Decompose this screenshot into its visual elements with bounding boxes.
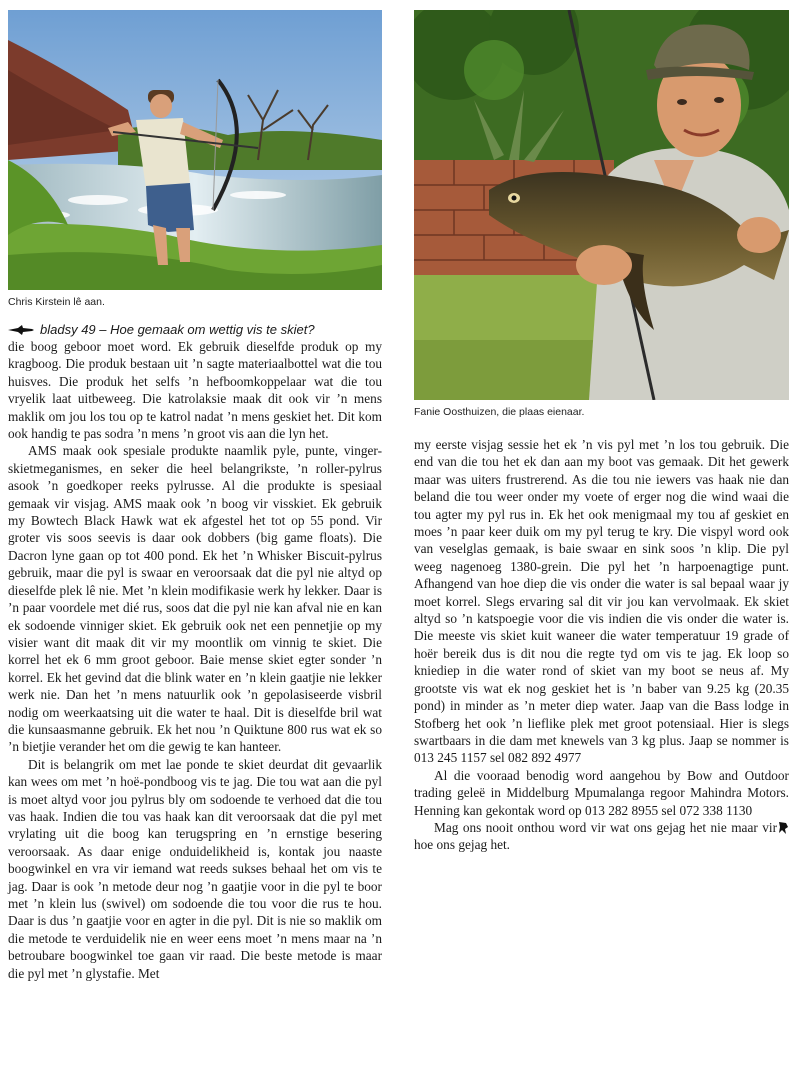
archer-photo — [8, 10, 382, 290]
end-mark-icon — [777, 821, 789, 835]
closing-text: Mag ons nooit onthou word vir wat ons gejag het nie maar vir hoe ons gejag het. — [414, 819, 777, 853]
right-column — [414, 10, 789, 854]
archer-silhouette-icon — [8, 325, 34, 335]
caption-spacer — [414, 420, 789, 436]
right-paragraph-2: Al die vooraad benodig word aangehou by Bow and Outdoor trading geleë in Middelburg Mpumalanga regoor Mahindra Motors. Henning kan gekontak word op 013 282 8955 sel 072 338 1130 — [414, 767, 789, 818]
left-paragraph-1: die boog geboor moet word. Ek gebruik dieselfde produk op my kragboog. Die produk bestaan uit ’n sagte materiaalbottel wat die tou huisves. Die produk het selfs ’n hefboomkoppelaar wat die tou vryelik laat uitbeweeg. Die katrolaksie maak dit ook vir ’n mens maklik om jou los tou op te katrol nadat ’n mens geskiet het. Dit kom ook handig te pas sodra ’n mens ’n groot vis aan die lyn het. — [8, 339, 382, 442]
right-paragraph-1: my eerste visjag sessie het ek ’n vis pyl met ’n los tou gebruik. Die end van die tou het ek dan aan my boot vas gemaak. Dit het gewerk maar was uiters frustrerend. As die tou nie iewers vas haak nie dan beland die tou weer onder my voete of erger nog die wind waai die tou agter my pyl rus in. Ek het ook menigmaal my tou af geskiet en moes ’n paar keer duik om my pyl terug te kry. Die vispyl word ook van veselglas gemaak, is baie swaar en sink soos ’n klip. Die pyl weeg nagenoeg 1380-grein. Die pyl het ’n harpoenagtige punt. Afhangend van hoe diep die vis onder die water is sal bepaal waar jy moet korrel. Slegs ervaring sal dit vir jou kan vervolmaak. Ek skiet altyd so ’n katspoegie voor die vis indien die vis onder die water is. Die meeste vis skiet kuit waneer die water temperatuur 19 grade of hoër bereik dus is dit nou die regte tyd om vis te jag. Ek loop so kniediep in die water rond of skiet van my boot se neus af. My grootste vis wat ek nog geskiet het is ’n baber van 9.25 kg (20.35 pond) in minder as ’n meter diep water. Jaap van die Bass lodge in Stofberg het ook ’n lieflike plek met groot potensiaal. Hier is slegs swartbaars in die dam met knewels van 3 kg plus. Jaap se nommer is 013 245 1157 sel 082 892 4977 — [414, 437, 789, 766]
right-paragraph-3 — [414, 819, 789, 854]
page-reference-text: bladsy 49 – Hoe gemaak om wettig vis te skiet? — [40, 322, 315, 337]
fish-photo-illustration — [414, 10, 789, 400]
left-paragraph-2: AMS maak ook spesiale produkte naamlik pyle, punte, vinger-skietmeganismes, en seker die heel belangrikste, ’n roller-pylrus asook ’n goedkoper reeks pylrusse. Al die produkte is spesiaal gemaak vir visjag. AMS maak ook ’n boog vir visskiet. Ek gebruik my Bowtech Black Hawk wat ek afgestel het tot op 55 pond. Vir groter vis soos seevis is daar ook dobbers (big game floats). Die Dacron lyne gaan op tot 400 pond. Ek het ’n Whisker Biscuit-pylrus gebruik, maar die pyl is swaar en veroorsaak dat die pyl nie altyd op dieselfde plek lê nie. Met ’n klein modifikasie werk hy lekker. Daar is ’n paar voordele met dié rus, soos dat die pyl nie kan afval nie en kan ek sodoende vinniger skiet. Ek gebruik ook net een pennetjie op my visier want dit maak dit vir my moontlik om vinnig te skiet. Die korrel het ek 6 mm groot geboor. Baie mense skiet egter sonder ’n korrel. Ek het gevind dat die blink water en ’n klein gaatjie nie lekker werk nie. Dan het ’n mens natuurlik ook ’n gepolasiseerde visbril nodig om weerkaatsing uit die water te haal. Dit is dieselfde bril wat die kunsaasmanne gebruik. Ek het nou ’n Quiktune 800 rus wat ek so ’n bietjie verander het om die gewig te kan hanteer. — [8, 443, 382, 755]
fish-photo — [414, 10, 789, 400]
left-paragraph-3: Dit is belangrik om met lae ponde te skiet deurdat dit gevaarlik kan wees om met ’n hoë-pondboog vis te jag. Die tou wat aan die pyl is moet altyd voor jou pylrus bly om sodoende te verhoed dat die tou vas haak. Indien die tou vas haak kan dit veroorsaak dat die pyl met vrylating uit die boog kan terugspring en ’n ernstige besering veroorsaak. As daar enige onduidelikheid is, kontak jou naaste boogwinkel en vra vir iemand wat reeds sukses behaal het om vis te jag. Daar is ook ’n metode deur nog ’n gaatjie voor in die pyl te boor met ’n klein lus (swivel) om sodoende die tou voor die rus te hou. Daar is dus ’n gaatjie voor en agter in die pyl. Dit is nie so maklik om die metode te verduidelik nie en weer eens moet ’n mens maar na ’n betroubare boogwinkel toe gaan vir raad. Die beste metode is maar die pyl met ’n glystafie. Met — [8, 756, 382, 981]
archer-photo-caption: Chris Kirstein lê aan. — [8, 296, 105, 308]
archer-photo-illustration — [8, 10, 382, 290]
page-reference — [8, 322, 382, 338]
fish-photo-caption: Fanie Oosthuizen, die plaas eienaar. — [414, 406, 585, 418]
left-column — [8, 10, 382, 982]
